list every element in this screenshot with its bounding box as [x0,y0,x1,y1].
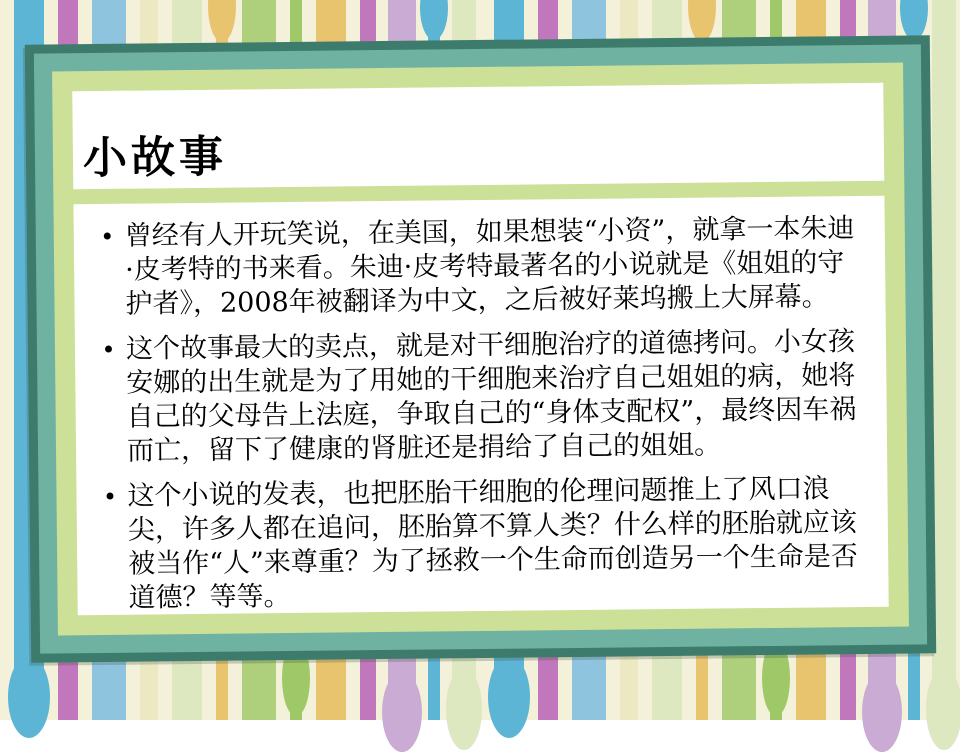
bullet-item [92,472,864,615]
stripe-bulge-decoration [926,668,960,750]
stripe-bulge-decoration [420,0,448,40]
slide-title: 小故事 [82,131,228,184]
slide-frame-green-layer [52,63,909,636]
bullet-marker: • [102,482,118,511]
bullet-marker: • [101,335,116,364]
stripe-bulge-decoration [8,656,50,738]
title-box [72,83,884,189]
bullet-text: 曾经有人开玩笑说，在美国，如果想装“小资”，就拿一本朱迪·皮考特的书来看。朱迪·皮考特最著名的小说就是《姐姐的守护者》，2008年被翻译为中文，之后被好莱坞搬上大屏幕。 [124,213,855,320]
bullet-item [91,325,863,469]
bullet-text: 这个故事最大的卖点，就是对干细胞治疗的道德拷问。小女孩安娜的出生就是为了用她的干细胞来治疗自己姐姐的病，她将自己的父母告上法庭，争取自己的“身体支配权”，最终因车祸而亡，留下了健康的肾脏还是捐给了自己的姐姐。 [125,326,857,467]
stripe-bulge-decoration [900,0,928,40]
stripe-bulge-decoration [446,668,482,750]
stripe-bulge-decoration [382,672,422,752]
slide-frame-teal-layer [34,44,927,653]
stripe-bulge-decoration [862,672,902,752]
body-box [73,196,888,615]
bullet-marker: • [100,222,115,251]
slide-content-area [72,83,888,615]
bullet-item [90,212,862,322]
slide-frame [25,35,936,662]
stripe-bulge-decoration [488,656,530,738]
stripe-bulge-decoration [208,0,236,42]
stripe-bulge-decoration [688,0,716,42]
bullet-text: 这个小说的发表，也把胚胎干细胞的伦理问题推上了风口浪尖，许多人都在追问，胚胎算不算人类？什么样的胚胎就应该被当作“人”来尊重？为了拯救一个生命而创造另一个生命是否道德？等等。 [127,473,858,614]
